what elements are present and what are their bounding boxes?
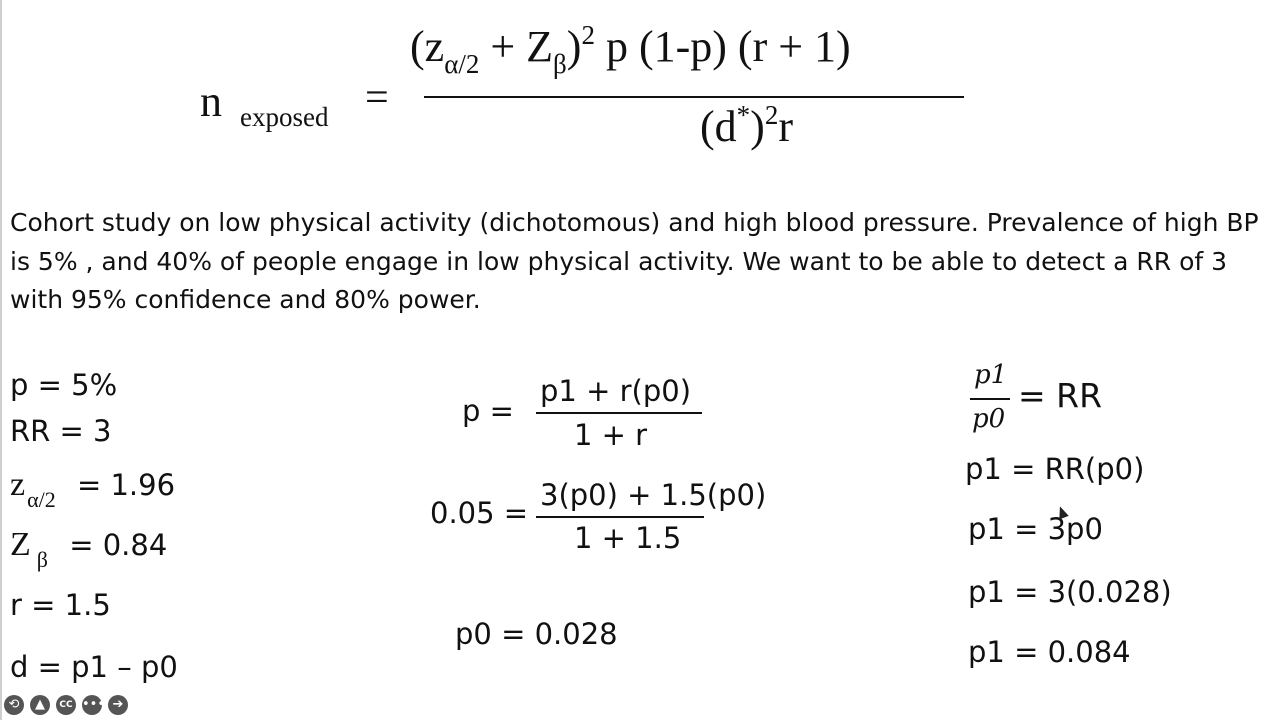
given-rr: RR = 3	[10, 414, 112, 448]
problem-statement: Cohort study on low physical activity (dichotomous) and high blood pressure. Prevalence of high BP is 5% , and 40% of people engage in low physical activity. We want to be able to detect a RR of 3 with 95% confidence and 80% power.	[10, 208, 1259, 314]
p1-line-3: p1 = 3(0.028)	[968, 575, 1172, 609]
ratio-fraction-bar	[970, 398, 1010, 400]
formula-numerator: $(z_{\alpha/2} + Z_\beta)^2$ p (1-p) (r + 1)	[410, 20, 851, 79]
given-z-beta: Z $_\beta$ = 0.84	[10, 526, 168, 572]
p1-line-4: p1 = 0.084	[968, 635, 1131, 669]
substituted-numerator: 3(p0) + 1.5(p0)	[540, 478, 767, 512]
given-d: d = p1 – p0	[10, 650, 178, 684]
person-icon[interactable]: ▲	[30, 695, 50, 715]
given-z-alpha: $z_{\alpha/2} = 1.96$	[10, 466, 176, 512]
p1-line-2: p1 = 3p0	[968, 512, 1103, 546]
formula-fraction-bar	[424, 96, 964, 98]
substituted-lhs: 0.05 =	[430, 496, 529, 530]
more-options-icon[interactable]: •••	[82, 695, 102, 715]
rewind-icon[interactable]: ⟲	[4, 695, 24, 715]
substituted-denominator: 1 + 1.5	[574, 521, 682, 555]
formula-lhs: n	[200, 77, 222, 126]
formula-equals: =	[365, 75, 389, 121]
ratio-denominator: p0	[972, 404, 1006, 434]
pooled-p-numerator: p1 + r(p0)	[540, 374, 692, 408]
p0-result: p0 = 0.028	[455, 617, 618, 651]
pooled-p-lhs: p =	[462, 394, 514, 428]
ratio-numerator: p1	[974, 360, 1008, 390]
pooled-p-denominator: 1 + r	[574, 418, 648, 452]
formula-denominator: $(d^*)^2r$	[700, 100, 793, 151]
sample-size-formula	[200, 18, 980, 158]
captions-button[interactable]: CC	[56, 695, 76, 715]
p1-line-1: p1 = RR(p0)	[965, 452, 1145, 486]
ratio-rhs: = RR	[1018, 376, 1102, 415]
frame-edge	[0, 0, 2, 720]
forward-icon[interactable]: ➔	[108, 695, 128, 715]
player-controls	[4, 695, 128, 717]
substituted-fraction-bar	[536, 516, 704, 518]
given-p: p = 5%	[10, 368, 118, 402]
pooled-p-fraction-bar	[536, 412, 702, 414]
formula-lhs-subscript: exposed	[240, 102, 329, 132]
given-r: r = 1.5	[10, 588, 111, 622]
